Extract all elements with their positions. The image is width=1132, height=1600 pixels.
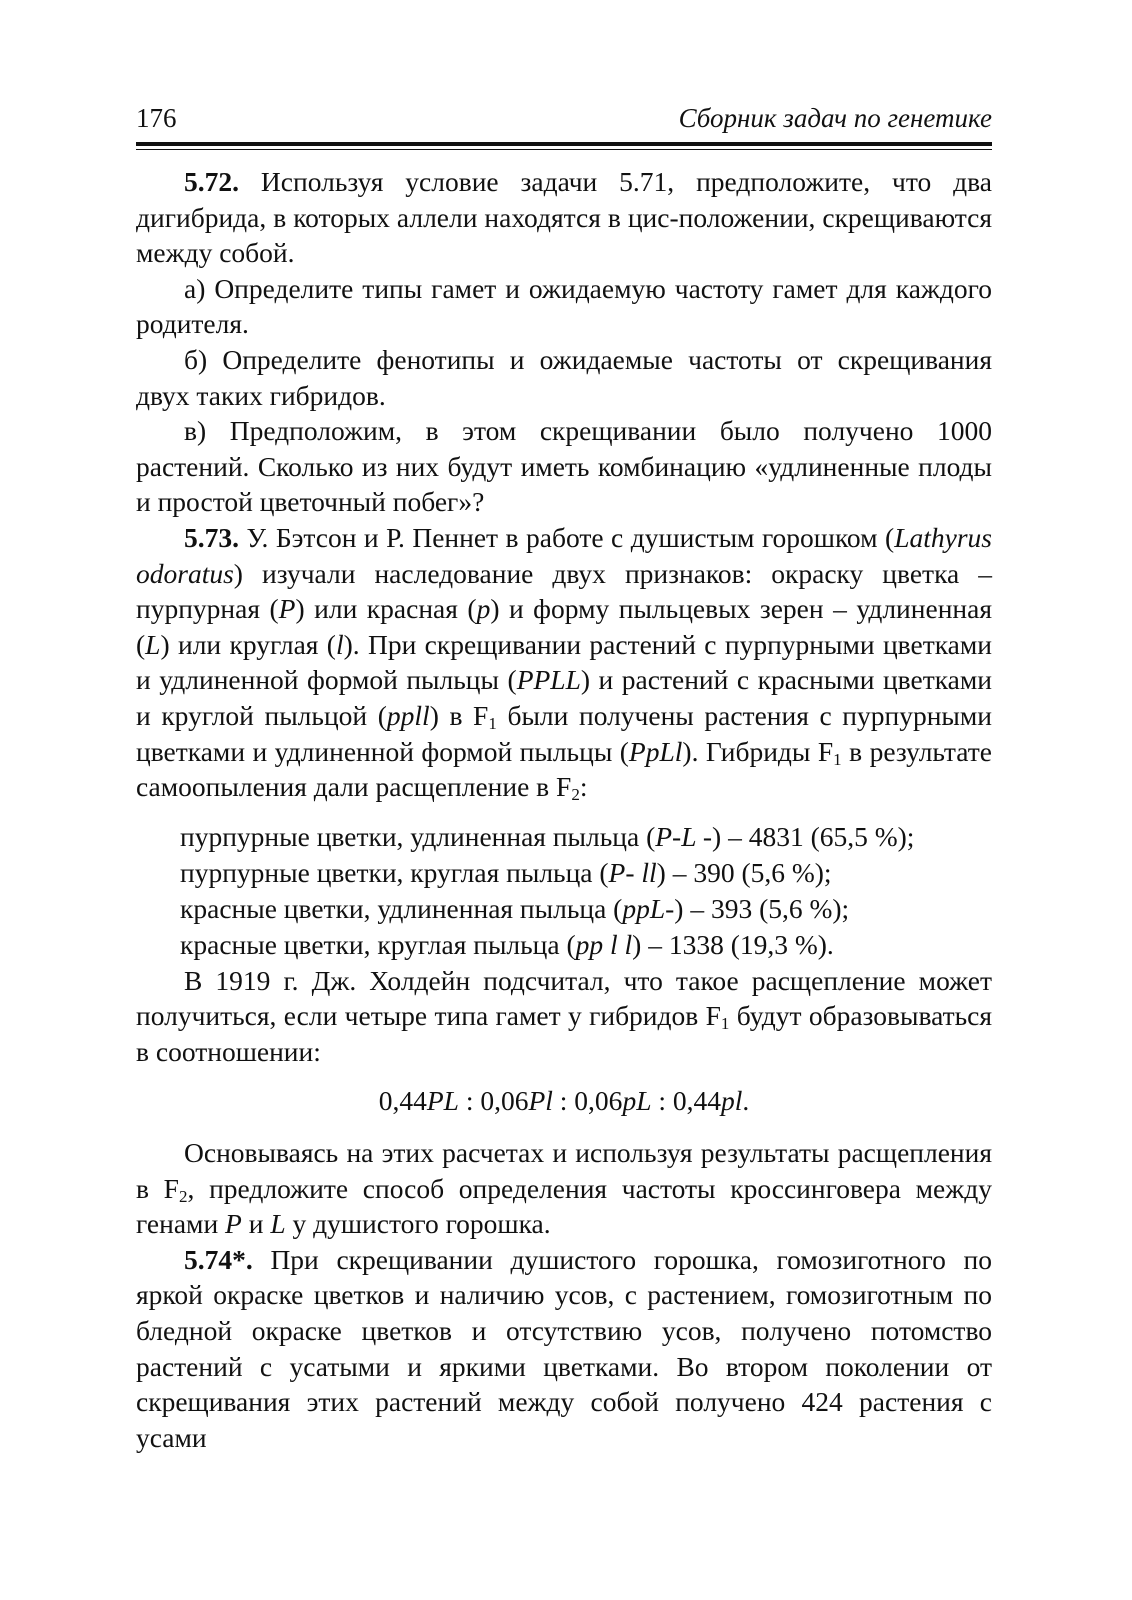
- header-rule-thin: [136, 149, 992, 150]
- text-span: :: [579, 771, 588, 803]
- text-span: пурпурные цветки, удлиненная пыльца (: [180, 820, 656, 852]
- text-span: ) – 393 (5,6 %);: [674, 892, 850, 924]
- allele-symbol: L: [145, 628, 161, 660]
- genotype: P-L -: [655, 820, 713, 852]
- allele-symbol: l: [335, 628, 344, 660]
- genotype: PPLL: [516, 664, 581, 696]
- text-span: , предложите способ определения частоты кроссинговера между генами: [136, 1172, 992, 1240]
- genotype: pp l l: [575, 928, 633, 960]
- text-span: ) – 4831 (65,5 %);: [712, 820, 915, 852]
- allele-symbol: p: [476, 593, 491, 625]
- result-line: [180, 891, 992, 927]
- text-span: ) и растений с красными цветками и круглой пыльцой (: [136, 664, 992, 731]
- text-span: были получены растения с пурпурными цветками и удлиненной формой пыльцы (: [136, 699, 993, 767]
- text-span: Основываясь на этих расчетах и используя результаты расщепления в F: [136, 1137, 992, 1204]
- problem-text: Используя условие задачи 5.71, предположите, что два дигибрида, в которых аллели находятся в цис-положении, скрещиваются между собой.: [136, 166, 992, 269]
- page-content: [136, 164, 992, 1455]
- text-span: : 0,06: [458, 1085, 529, 1117]
- text-span: ). Гибриды F: [682, 735, 834, 767]
- running-header: [136, 100, 992, 138]
- text-span: ) – 1338 (19,3 %).: [632, 928, 834, 960]
- subscript: 1: [833, 749, 842, 769]
- result-line: [180, 855, 992, 891]
- subscript: 1: [720, 1014, 730, 1034]
- latin-name: Lathyrus odoratus: [136, 521, 992, 589]
- genotype: P- ll: [608, 856, 657, 888]
- text-span: ) – 390 (5,6 %);: [656, 856, 832, 888]
- page-number: 176: [136, 103, 177, 133]
- text-span: .: [742, 1085, 750, 1117]
- text-span: ) или круглая (: [160, 628, 336, 660]
- text-span: ) в F: [429, 699, 489, 731]
- text-span: : 0,44: [651, 1085, 721, 1117]
- text-span: У. Бэтсон и Р. Пеннет в работе с душистым горошком (: [246, 521, 895, 553]
- problem-text: При скрещивании душистого горошка, гомозиготного по яркой окраске цветков и наличию усов, с растением, гомозиготным по бледной окраске цветков и отсутствию усов, получено потомство растений с усатыми и яркими цветками. Во втором поколении от скрещивания этих растений между собой получено 424 растения с усами: [136, 1243, 993, 1453]
- gene-symbol: P: [225, 1208, 242, 1240]
- gamete-ratio: [136, 1083, 992, 1119]
- gamete: pl: [721, 1085, 743, 1117]
- subscript: 2: [178, 1186, 188, 1206]
- text-span: у душистого горошка.: [285, 1208, 551, 1240]
- allele-symbol: P: [278, 593, 296, 625]
- text-span: ). При скрещивании растений с пурпурными цветками и удлиненной формой пыльцы (: [136, 628, 992, 696]
- text-span: и: [241, 1208, 271, 1240]
- conclusion-paragraph: [136, 1135, 992, 1242]
- problem-5-73: [136, 520, 992, 805]
- results-list: [180, 819, 992, 963]
- text-span: : 0,06: [552, 1085, 623, 1117]
- gene-symbol: L: [270, 1208, 286, 1240]
- gamete: PL: [426, 1085, 459, 1117]
- text-span: ) и форму пыльцевых зерен – удлиненная (: [136, 593, 992, 660]
- genotype: PpLl: [628, 735, 683, 767]
- problem-number: 5.72.: [184, 166, 239, 197]
- text-span: будут образовываться в соотношении:: [136, 1000, 992, 1067]
- text-span: в результате самоопыления дали расщепление в F: [136, 735, 992, 803]
- text-span: ) изучали наследование двух признаков: окраску цветка – пурпурная (: [136, 557, 992, 625]
- gamete: pL: [622, 1085, 652, 1117]
- subscript: 1: [488, 713, 497, 733]
- problem-number: 5.73.: [184, 521, 239, 553]
- gamete: Pl: [528, 1085, 553, 1117]
- text-span: красные цветки, удлиненная пыльца (: [180, 892, 623, 924]
- subscript: 2: [571, 785, 580, 805]
- result-line: [180, 819, 992, 855]
- header-rule: [136, 142, 992, 146]
- text-span: ) или красная (: [295, 593, 477, 625]
- text-span: пурпурные цветки, круглая пыльца (: [180, 856, 609, 888]
- problem-5-72-c: в) Предположим, в этом скрещивании было получено 1000 растений. Сколько из них будут иметь комбинацию «удлиненные плоды и простой цветочный побег»?: [136, 415, 992, 518]
- genotype: ppll: [386, 699, 430, 731]
- book-page: [136, 100, 992, 1455]
- genotype: ppL-: [622, 892, 675, 924]
- problem-5-74: [136, 1242, 992, 1456]
- text-span: В 1919 г. Дж. Холдейн подсчитал, что такое расщепление может получиться, если четыре типа гамет у гибридов F: [136, 964, 992, 1032]
- problem-5-72-a: а) Определите типы гамет и ожидаемую частоту гамет для каждого родителя.: [136, 272, 992, 340]
- text-span: 0,44: [378, 1085, 427, 1117]
- text-span: красные цветки, круглая пыльца (: [180, 928, 576, 960]
- book-title: Сборник задач по генетике: [678, 103, 992, 133]
- problem-5-72-b: б) Определите фенотипы и ожидаемые частоты от скрещивания двух таких гибридов.: [136, 343, 992, 411]
- problem-number: 5.74*.: [184, 1243, 253, 1275]
- problem-5-72: [136, 164, 992, 271]
- haldane-paragraph: [136, 963, 992, 1070]
- result-line: [180, 927, 992, 963]
